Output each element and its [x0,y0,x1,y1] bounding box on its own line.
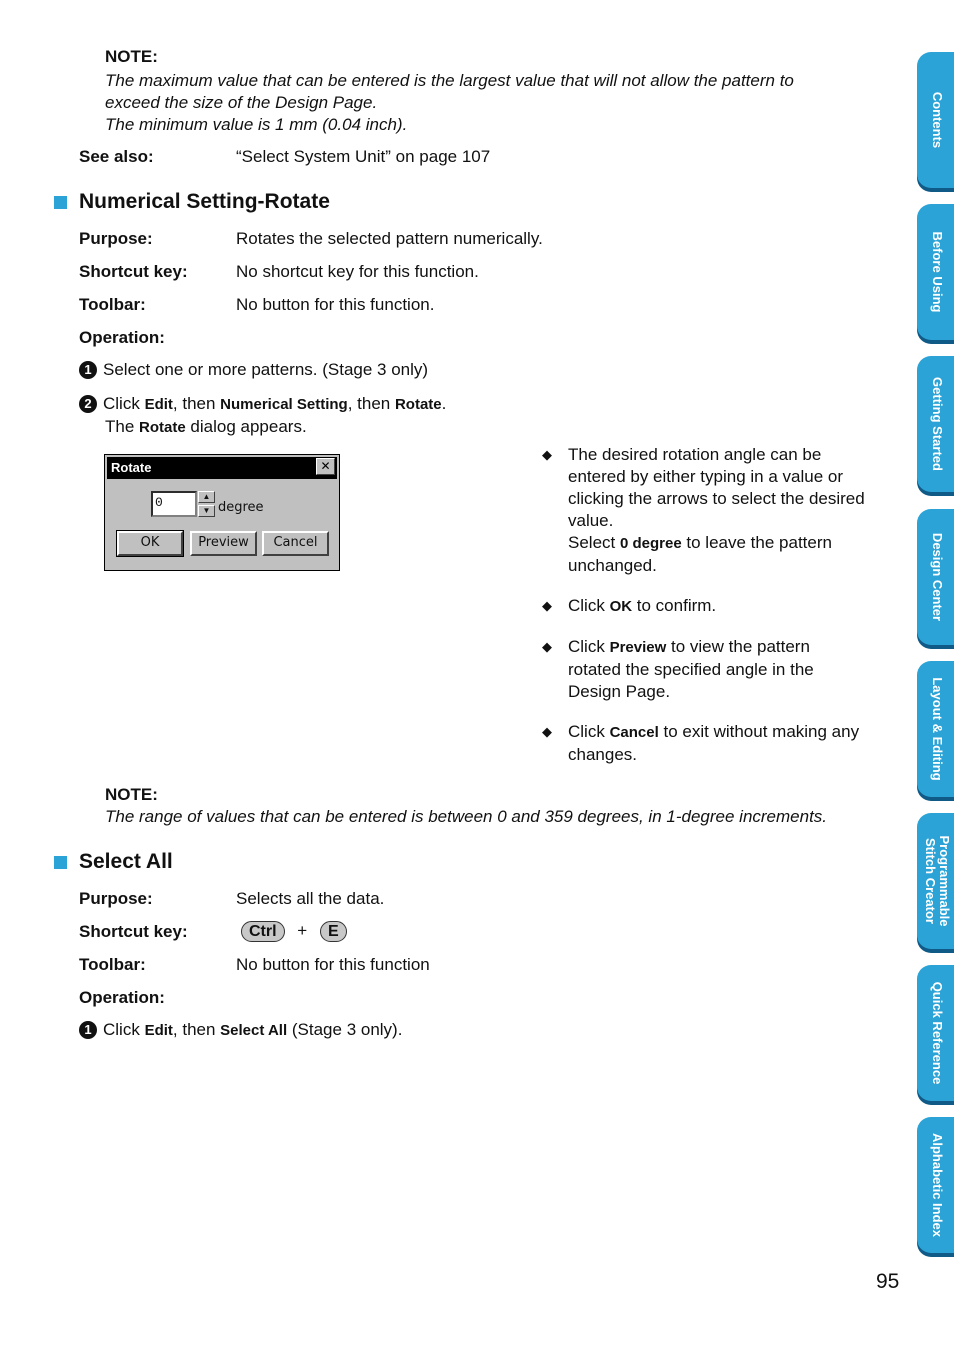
tab-before-using[interactable] [917,204,954,340]
ui-term-numerical-setting: Numerical Setting [220,396,348,413]
bullet-line [568,636,893,659]
e-key: E [320,921,347,942]
bullet-line [568,532,893,555]
operation-label: Operation: [79,988,165,1007]
bullet-text-part: to leave the pattern [681,533,832,552]
note-label: NOTE: [105,785,158,804]
tab-contents[interactable] [917,52,954,188]
ui-term-cancel: Cancel [609,724,659,741]
degree-label: degree [218,500,264,515]
step-2-line-2 [105,417,307,437]
toolbar-value: No button for this function [236,955,430,974]
ui-term-edit: Edit [144,396,173,413]
step-1 [79,1020,402,1040]
step-text: (Stage 3 only). [287,1020,403,1039]
tab-programmable-stitch-creator[interactable] [917,813,954,949]
bullet-text [568,636,893,703]
tab-label: Layout & Editing [930,677,945,781]
step-text: , then [172,394,221,413]
tab-label: Design Center [930,532,945,622]
plus-sign: + [297,921,308,940]
tab-label: Contents [930,91,945,149]
shortcut-value: No shortcut key for this function. [236,262,479,281]
step-2 [79,394,446,414]
bullet-line: Design Page. [568,682,671,701]
purpose-label: Purpose: [79,229,153,248]
bullet-text-part: Click [568,722,610,741]
tab-layout-editing[interactable] [917,661,954,797]
step-1 [79,360,428,380]
step-text: The [105,417,140,436]
tab-label: Getting Started [930,377,945,471]
step-number: 1 [79,1021,97,1039]
purpose-label: Purpose: [79,889,153,908]
diamond-bullet-icon: ◆ [542,724,552,739]
ui-term-rotate: Rotate [139,419,186,436]
step-text: . [441,394,447,413]
ui-term-rotate: Rotate [394,396,442,413]
step-text: Click [103,394,145,413]
note-line: exceed the size of the Design Page. [105,93,378,112]
note-text [105,70,794,136]
tab-label: Before Using [930,231,945,313]
bullet-text-part: Select [568,533,620,552]
note-text: The range of values that can be entered is between 0 and 359 degrees, in 1-degree increments. [105,807,828,826]
shortcut-label: Shortcut key: [79,922,188,941]
tab-quick-reference[interactable] [917,965,954,1101]
shortcut-label: Shortcut key: [79,262,188,281]
bullet-text-part: to confirm. [632,596,717,615]
bullet-line: entered by either typing in a value or [568,467,844,486]
bullet-text-part: Click [568,596,610,615]
cancel-button[interactable]: Cancel [262,531,329,556]
operation-label: Operation: [79,328,165,347]
ui-term-edit: Edit [144,1022,173,1039]
shortcut-keys [241,921,347,942]
rotate-dialog [104,454,340,571]
section-title-rotate: Numerical Setting-Rotate [79,190,330,213]
bullet-line [568,721,893,744]
toolbar-label: Toolbar: [79,295,146,314]
preview-button[interactable]: Preview [190,531,257,556]
step-text: , then [347,394,395,413]
section-title-select-all: Select All [79,850,173,873]
section-marker [54,196,67,209]
ui-term-preview: Preview [609,639,667,656]
purpose-value: Selects all the data. [236,889,385,908]
bullet-line: value. [568,511,614,530]
bullet-text-part: Click [568,637,610,656]
bullet-text [568,721,893,766]
diamond-bullet-icon: ◆ [542,598,552,613]
spin-down-icon[interactable]: ▼ [198,505,215,517]
bullet-line: clicking the arrows to select the desired [568,489,865,508]
step-text: Select one or more patterns. (Stage 3 only) [103,360,429,379]
tab-getting-started[interactable] [917,356,954,492]
dialog-title: Rotate [107,457,337,479]
ui-term-select-all: Select All [220,1022,288,1039]
diamond-bullet-icon: ◆ [542,639,552,654]
spin-up-icon[interactable]: ▲ [198,491,215,503]
bullet-line: changes. [568,745,637,764]
tab-label: Alphabetic Index [930,1132,945,1238]
toolbar-label: Toolbar: [79,955,146,974]
ui-term-ok: OK [609,598,633,615]
tab-design-center[interactable] [917,509,954,645]
note-line: The minimum value is 1 mm (0.04 inch). [105,115,408,134]
bullet-line: The desired rotation angle can be [568,445,822,464]
ui-term-0-degree: 0 degree [619,535,682,552]
step-text: , then [172,1020,221,1039]
step-number: 1 [79,361,97,379]
see-also-link[interactable]: “Select System Unit” on page 107 [236,147,491,166]
bullet-line: rotated the specified angle in the [568,660,814,679]
diamond-bullet-icon: ◆ [542,447,552,462]
bullet-text-part: to exit without making any [658,722,860,741]
note-label: NOTE: [105,47,158,66]
section-marker [54,856,67,869]
step-text: dialog appears. [185,417,307,436]
page-number: 95 [876,1270,900,1293]
purpose-value: Rotates the selected pattern numerically. [236,229,543,248]
ok-button[interactable]: OK [117,531,183,556]
ctrl-key: Ctrl [241,921,285,942]
see-also-label: See also: [79,147,154,166]
step-number: 2 [79,395,97,413]
bullet-text-part: to view the pattern [666,637,810,656]
tab-label: Programmable Stitch Creator [923,835,952,927]
bullet-line: unchanged. [568,556,657,575]
degree-input[interactable]: 0 [151,491,197,517]
tab-alphabetic-index[interactable] [917,1117,954,1253]
tab-label: Quick Reference [930,981,945,1085]
step-text: Click [103,1020,145,1039]
close-icon[interactable]: ✕ [316,458,335,475]
bullet-text [568,444,893,577]
note-line: The maximum value that can be entered is the largest value that will not allow the pattern to [105,71,794,90]
toolbar-value: No button for this function. [236,295,435,314]
bullet-text [568,595,893,618]
